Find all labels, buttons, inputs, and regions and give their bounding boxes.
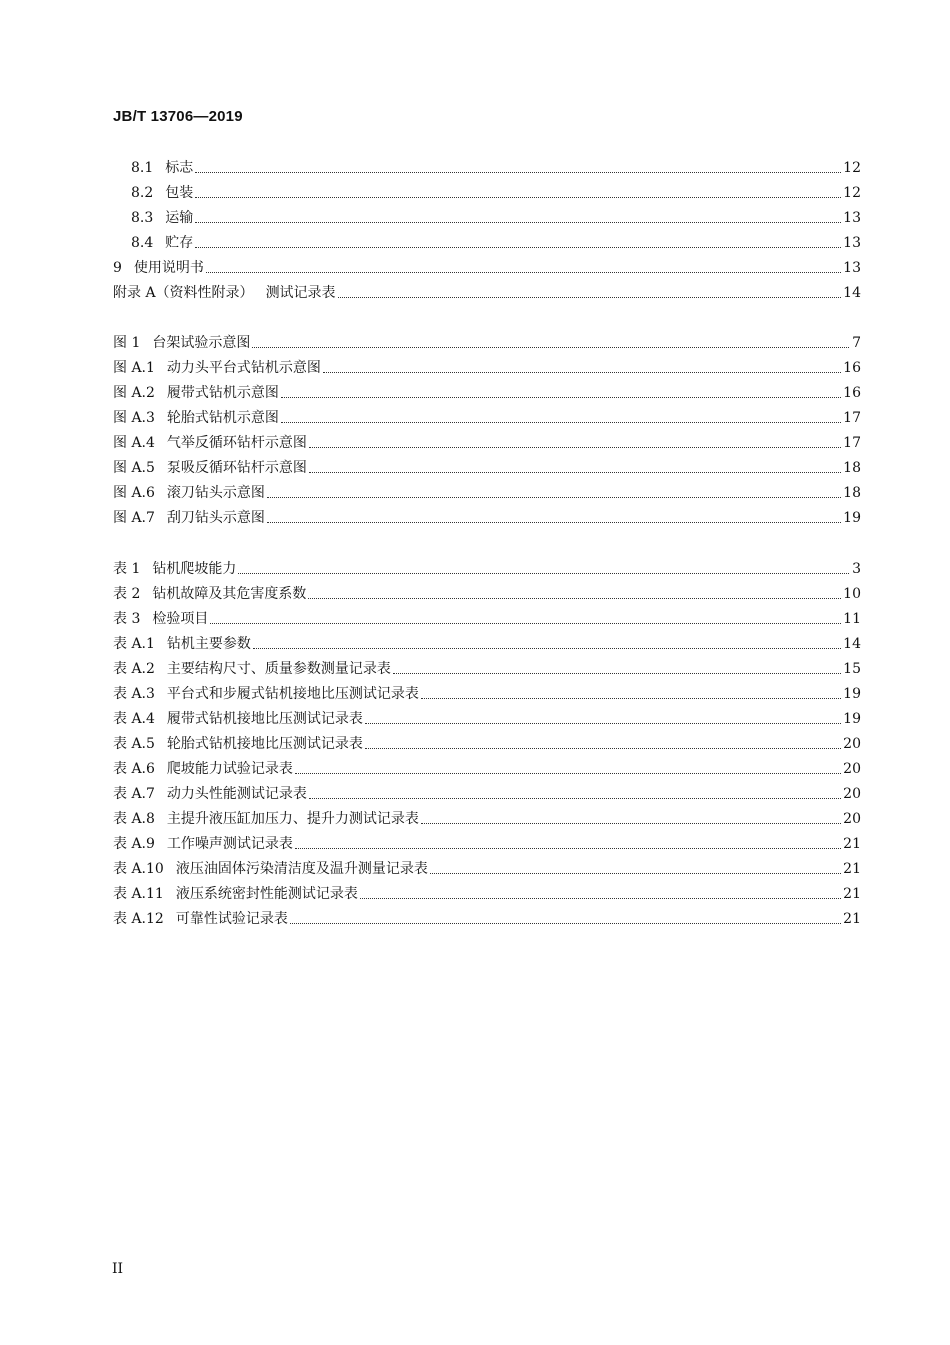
toc-dot-leader	[295, 847, 841, 849]
toc-entry-number: 表 A.1	[113, 636, 155, 652]
toc-entry-title: 检验项目	[152, 611, 209, 627]
toc-entry-page: 13	[843, 210, 861, 226]
toc-entry-title: 液压系统密封性能测试记录表	[175, 886, 358, 902]
toc-entry-number: 表 1	[113, 561, 141, 577]
toc-entry-title: 标志	[165, 160, 194, 176]
toc-dot-leader	[309, 471, 841, 473]
toc-dot-leader	[309, 446, 841, 448]
toc-entry-title: 履带式钻机接地比压测试记录表	[166, 711, 363, 727]
document-code: JB/T 13706—2019	[113, 108, 243, 125]
toc-dot-leader	[210, 622, 841, 624]
toc-entry-page: 18	[843, 485, 861, 501]
toc-entry-page: 17	[843, 435, 861, 451]
toc-entry-title: 工作噪声测试记录表	[166, 836, 293, 852]
toc-entry-title: 泵吸反循环钻杆示意图	[166, 460, 307, 476]
toc-entry-title: 主提升液压缸加压力、提升力测试记录表	[166, 811, 419, 827]
toc-dot-leader	[365, 722, 841, 724]
toc-entry-number: 图 A.3	[113, 410, 155, 426]
toc-entry-number: 图 A.2	[113, 385, 155, 401]
toc-entry-page: 19	[843, 510, 861, 526]
toc-entry-title: 运输	[165, 210, 194, 226]
toc-entry[interactable]	[113, 405, 861, 427]
toc-entry-number: 8.1	[131, 160, 154, 176]
toc-entry-title: 可靠性试验记录表	[175, 911, 288, 927]
toc-dot-leader	[267, 521, 841, 523]
toc-dot-leader	[308, 597, 841, 599]
toc-entry-page: 21	[843, 861, 861, 877]
toc-entry-title: 轮胎式钻机示意图	[166, 410, 279, 426]
toc-entry-page: 21	[843, 911, 861, 927]
toc-dot-leader	[393, 672, 841, 674]
toc-entry-page: 14	[843, 285, 861, 301]
toc-entry-number: 表 A.7	[113, 786, 155, 802]
toc-entry[interactable]	[113, 255, 861, 277]
toc-dot-leader	[252, 346, 849, 348]
toc-entry-title: 刮刀钻头示意图	[166, 510, 265, 526]
toc-entry-number: 图 A.4	[113, 435, 155, 451]
page-number: II	[112, 1261, 124, 1277]
toc-entry-page: 20	[843, 786, 861, 802]
toc-entry-page: 19	[843, 686, 861, 702]
toc-entry[interactable]	[113, 756, 861, 778]
toc-entry-page: 12	[843, 160, 861, 176]
toc-entry-number: 图 1	[113, 335, 141, 351]
toc-entry[interactable]	[113, 556, 861, 578]
toc-entry[interactable]	[131, 155, 861, 177]
toc-entry-page: 14	[843, 636, 861, 652]
toc-dot-leader	[421, 697, 841, 699]
toc-dot-leader	[365, 747, 841, 749]
toc-entry[interactable]	[131, 180, 861, 202]
toc-entry-page: 13	[843, 260, 861, 276]
toc-entry-title: 使用说明书	[133, 260, 204, 276]
toc-entry[interactable]	[113, 606, 861, 628]
toc-entry-number: 表 A.10	[113, 861, 164, 877]
toc-entry-title: 台架试验示意图	[152, 335, 251, 351]
toc-entry-title: 贮存	[165, 235, 194, 251]
toc-dot-leader	[295, 772, 841, 774]
toc-entry-page: 19	[843, 711, 861, 727]
toc-entry-page: 17	[843, 410, 861, 426]
toc-dot-leader	[195, 221, 841, 223]
toc-entry[interactable]	[113, 430, 861, 452]
toc-entry[interactable]	[113, 355, 861, 377]
toc-entry[interactable]	[113, 706, 861, 728]
toc-entry-page: 16	[843, 385, 861, 401]
toc-entry[interactable]	[113, 455, 861, 477]
toc-entry-title: 轮胎式钻机接地比压测试记录表	[166, 736, 363, 752]
toc-dot-leader	[290, 922, 841, 924]
toc-entry[interactable]	[113, 380, 861, 402]
toc-entry-number: 图 A.5	[113, 460, 155, 476]
toc-dot-leader	[338, 296, 842, 298]
toc-entry-number: 表 2	[113, 586, 141, 602]
toc-entry-number: 8.3	[131, 210, 154, 226]
toc-entry-number: 9	[113, 260, 122, 276]
toc-entry-number: 8.2	[131, 185, 154, 201]
toc-entry-title: 爬坡能力试验记录表	[166, 761, 293, 777]
toc-entry[interactable]	[113, 681, 861, 703]
toc-entry[interactable]	[113, 505, 861, 527]
toc-entry-title: 包装	[165, 185, 194, 201]
toc-entry[interactable]	[131, 205, 861, 227]
toc-entry[interactable]	[113, 781, 861, 803]
toc-entry-number: 图 A.1	[113, 360, 155, 376]
toc-dot-leader	[206, 271, 841, 273]
toc-entry-page: 16	[843, 360, 861, 376]
toc-entry-number: 图 A.6	[113, 485, 155, 501]
toc-dot-leader	[421, 822, 841, 824]
toc-entry-number: 8.4	[131, 235, 154, 251]
toc-entry-number: 表 A.11	[113, 886, 164, 902]
toc-dot-leader	[253, 647, 841, 649]
toc-entry-number: 表 A.4	[113, 711, 155, 727]
toc-entry[interactable]	[113, 631, 861, 653]
toc-entry-title: 液压油固体污染清洁度及温升测量记录表	[175, 861, 428, 877]
toc-dot-leader	[309, 797, 841, 799]
toc-entry-title: 平台式和步履式钻机接地比压测试记录表	[166, 686, 419, 702]
toc-entry-page: 20	[843, 761, 861, 777]
toc-entry-number: 表 A.8	[113, 811, 155, 827]
toc-entry-page: 20	[843, 811, 861, 827]
toc-entry[interactable]	[113, 581, 861, 603]
toc-entry-title: 动力头性能测试记录表	[166, 786, 307, 802]
toc-entry-title: 滚刀钻头示意图	[166, 485, 265, 501]
toc-entry-title: 动力头平台式钻机示意图	[166, 360, 321, 376]
toc-dot-leader	[281, 421, 841, 423]
toc-entry-title: 钻机主要参数	[166, 636, 251, 652]
toc-entry-number: 表 A.12	[113, 911, 164, 927]
toc-entry-number: 表 A.5	[113, 736, 155, 752]
toc-entry-title: 履带式钻机示意图	[166, 385, 279, 401]
toc-entry-number: 表 A.2	[113, 661, 155, 677]
toc-entry-title: 气举反循环钻杆示意图	[166, 435, 307, 451]
toc-entry-page: 10	[843, 586, 861, 602]
toc-entry-page: 3	[852, 561, 861, 577]
toc-entry-number: 表 A.3	[113, 686, 155, 702]
toc-entry-number: 表 A.9	[113, 836, 155, 852]
toc-entry[interactable]	[113, 330, 861, 352]
toc-entry[interactable]	[113, 480, 861, 502]
toc-entry-page: 13	[843, 235, 861, 251]
toc-entry-title: 钻机故障及其危害度系数	[152, 586, 307, 602]
toc-dot-leader	[430, 872, 841, 874]
toc-entry-number: 图 A.7	[113, 510, 155, 526]
toc-entry-page: 15	[843, 661, 861, 677]
toc-dot-leader	[195, 171, 841, 173]
toc-entry-title: 钻机爬坡能力	[152, 561, 237, 577]
toc-entry-page: 21	[843, 836, 861, 852]
toc-entry-title: 主要结构尺寸、质量参数测量记录表	[166, 661, 391, 677]
toc-entry-page: 20	[843, 736, 861, 752]
toc-dot-leader	[195, 196, 841, 198]
toc-dot-leader	[238, 572, 849, 574]
toc-entry[interactable]	[131, 230, 861, 252]
toc-entry[interactable]	[113, 906, 861, 928]
toc-entry-number: 表 A.6	[113, 761, 155, 777]
toc-entry-page: 11	[843, 611, 861, 627]
toc-entry-page: 12	[843, 185, 861, 201]
toc-dot-leader	[281, 396, 841, 398]
toc-entry[interactable]	[113, 856, 861, 878]
toc-dot-leader	[323, 371, 841, 373]
toc-dot-leader	[195, 246, 841, 248]
toc-entry[interactable]	[113, 656, 861, 678]
toc-dot-leader	[360, 897, 841, 899]
toc-entry[interactable]	[113, 731, 861, 753]
toc-entry[interactable]	[113, 806, 861, 828]
toc-entry-page: 21	[843, 886, 861, 902]
toc-entry-number: 表 3	[113, 611, 141, 627]
toc-entry-title: 测试记录表	[265, 285, 336, 301]
toc-entry-page: 18	[843, 460, 861, 476]
toc-entry-number: 附录 A（资料性附录）	[113, 285, 254, 301]
toc-dot-leader	[267, 496, 841, 498]
toc-entry[interactable]	[113, 280, 861, 302]
toc-entry-page: 7	[852, 335, 861, 351]
toc-entry[interactable]	[113, 831, 861, 853]
toc-entry[interactable]	[113, 881, 861, 903]
